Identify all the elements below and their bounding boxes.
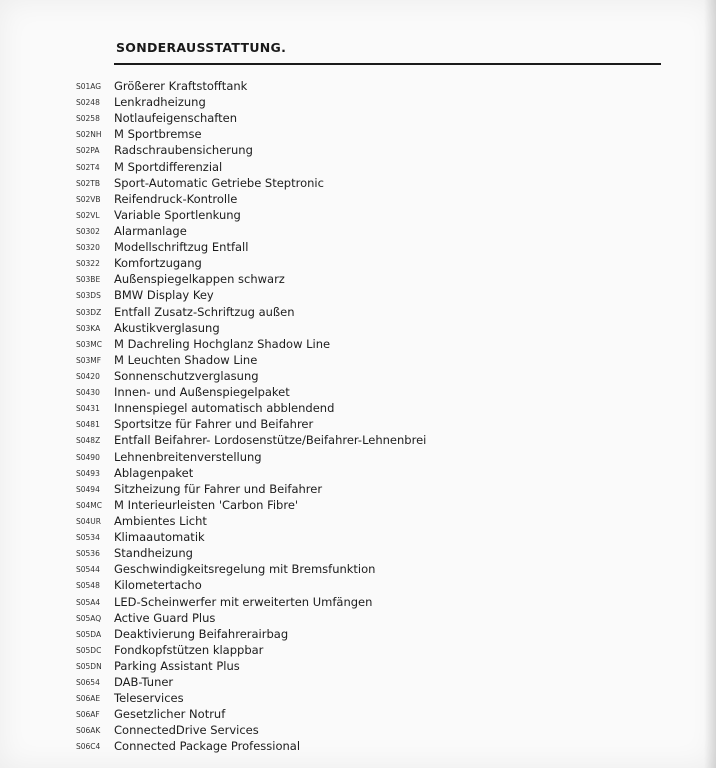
option-label: Komfortzugang [114, 256, 202, 271]
equipment-row [0, 143, 716, 159]
equipment-row [0, 95, 716, 111]
equipment-row [0, 627, 716, 643]
option-label: Gesetzlicher Notruf [114, 707, 226, 722]
option-label: Standheizung [114, 546, 193, 561]
equipment-row [0, 595, 716, 611]
equipment-row [0, 417, 716, 433]
option-code: S02VB [76, 194, 101, 204]
option-label: Lenkradheizung [114, 95, 206, 110]
option-code: S04UR [76, 516, 102, 526]
option-label: Sportsitze für Fahrer und Beifahrer [114, 417, 314, 432]
option-code: S0490 [76, 452, 100, 462]
equipment-row [0, 256, 716, 272]
equipment-row [0, 691, 716, 707]
equipment-row [0, 385, 716, 401]
equipment-row [0, 514, 716, 530]
option-code: S03MF [76, 355, 102, 365]
option-code: S03BE [76, 275, 101, 285]
equipment-row [0, 192, 716, 208]
option-label: Sport-Automatic Getriebe Steptronic [114, 175, 324, 190]
option-code: S05DA [76, 629, 102, 639]
option-label: M Leuchten Shadow Line [114, 352, 258, 367]
equipment-row [0, 224, 716, 240]
option-label: Außenspiegelkappen schwarz [114, 272, 285, 287]
option-label: M Sportbremse [114, 127, 202, 142]
option-code: S0248 [76, 98, 100, 108]
option-label: Entfall Beifahrer- Lordosenstütze/Beifahrer-Lehnenbrei [114, 433, 427, 448]
equipment-row [0, 578, 716, 594]
equipment-row [0, 482, 716, 498]
equipment-row [0, 611, 716, 627]
option-code: S02TB [76, 178, 101, 188]
equipment-row [0, 562, 716, 578]
section-heading: SONDERAUSSTATTUNG. [116, 40, 287, 55]
equipment-row [0, 127, 716, 143]
option-code: S06AF [76, 710, 100, 720]
option-label: Entfall Zusatz-Schriftzug außen [114, 304, 295, 319]
equipment-row [0, 466, 716, 482]
option-code: S03DS [76, 291, 101, 301]
option-label: ConnectedDrive Services [114, 723, 259, 738]
option-code: S05A4 [76, 597, 101, 607]
option-code: S0258 [76, 114, 100, 124]
equipment-row [0, 433, 716, 449]
option-code: S0420 [76, 371, 100, 381]
option-label: Akustikverglasung [114, 320, 220, 335]
option-code: S0481 [76, 420, 100, 430]
option-label: LED-Scheinwerfer mit erweiterten Umfängen [114, 594, 373, 609]
option-code: S0430 [76, 388, 100, 398]
option-code: S0302 [76, 226, 100, 236]
option-code: S04MC [76, 500, 103, 510]
option-code: S03KA [76, 323, 101, 333]
option-code: S03DZ [76, 307, 102, 317]
equipment-row [0, 337, 716, 353]
option-label: Teleservices [114, 691, 184, 706]
equipment-row [0, 272, 716, 288]
option-label: M Interieurleisten 'Carbon Fibre' [114, 497, 299, 512]
equipment-row [0, 369, 716, 385]
option-label: Connected Package Professional [114, 739, 301, 754]
option-code: S06C4 [76, 742, 101, 752]
option-label: Geschwindigkeitsregelung mit Bremsfunktion [114, 562, 376, 577]
equipment-row [0, 288, 716, 304]
option-label: Klimaautomatik [114, 530, 205, 545]
option-label: Parking Assistant Plus [114, 658, 240, 673]
equipment-list [0, 79, 716, 756]
option-label: DAB-Tuner [114, 675, 174, 690]
equipment-row [0, 675, 716, 691]
option-label: Sitzheizung für Fahrer und Beifahrer [114, 481, 323, 496]
equipment-row [0, 659, 716, 675]
option-code: S01AG [76, 82, 102, 91]
option-code: S048Z [76, 436, 101, 446]
option-code: S06AK [76, 726, 101, 736]
option-code: S0494 [76, 484, 100, 494]
option-code: S05AQ [76, 613, 102, 623]
option-label: Variable Sportlenkung [114, 207, 241, 222]
equipment-row [0, 240, 716, 256]
option-label: Innenspiegel automatisch abblendend [114, 401, 335, 416]
equipment-row [0, 160, 716, 176]
option-code: S02VL [76, 210, 100, 220]
equipment-row [0, 498, 716, 514]
option-code: S0320 [76, 243, 100, 253]
option-code: S06AE [76, 694, 101, 704]
option-code: S0548 [76, 581, 100, 591]
option-label: Active Guard Plus [114, 610, 216, 625]
option-label: Innen- und Außenspiegelpaket [114, 385, 290, 400]
equipment-row [0, 530, 716, 546]
option-label: M Dachreling Hochglanz Shadow Line [114, 336, 331, 351]
option-code: S02PA [76, 146, 100, 156]
equipment-row [0, 546, 716, 562]
equipment-row [0, 305, 716, 321]
option-label: Modellschriftzug Entfall [114, 240, 249, 255]
equipment-row [0, 176, 716, 192]
option-code: S02T4 [76, 162, 100, 172]
equipment-row [0, 723, 716, 739]
equipment-row [0, 353, 716, 369]
option-label: Fondkopfstützen klappbar [114, 642, 264, 657]
option-label: Sonnenschutzverglasung [114, 368, 259, 383]
equipment-row [0, 208, 716, 224]
option-code: S0544 [76, 565, 100, 575]
equipment-row [0, 450, 716, 466]
option-label: BMW Display Key [114, 288, 214, 303]
equipment-row [0, 707, 716, 723]
option-code: S0536 [76, 549, 100, 559]
option-label: Notlaufeigenschaften [114, 111, 238, 126]
option-label: Ablagenpaket [114, 465, 194, 480]
option-code: S0493 [76, 468, 100, 478]
option-code: S05DC [76, 645, 102, 655]
equipment-row [0, 739, 716, 755]
option-label: Größerer Kraftstofftank [114, 79, 248, 93]
equipment-row [0, 79, 716, 95]
option-code: S0322 [76, 259, 100, 269]
option-label: Radschraubensicherung [114, 143, 253, 158]
option-code: S02NH [76, 130, 102, 140]
equipment-row [0, 401, 716, 417]
option-label: M Sportdifferenzial [114, 159, 223, 174]
equipment-row [0, 643, 716, 659]
option-label: Alarmanlage [114, 223, 187, 238]
option-label: Lehnenbreitenverstellung [114, 449, 262, 464]
option-label: Ambientes Licht [114, 513, 207, 528]
option-code: S0431 [76, 404, 100, 414]
option-label: Kilometertacho [114, 578, 202, 593]
option-label: Deaktivierung Beifahrerairbag [114, 626, 289, 641]
heading-divider [114, 63, 661, 65]
option-label: Reifendruck-Kontrolle [114, 191, 238, 206]
option-code: S0534 [76, 533, 100, 543]
option-code: S0654 [76, 678, 100, 688]
equipment-row [0, 321, 716, 337]
equipment-row [0, 111, 716, 127]
option-code: S05DN [76, 661, 102, 671]
option-code: S03MC [76, 339, 103, 349]
